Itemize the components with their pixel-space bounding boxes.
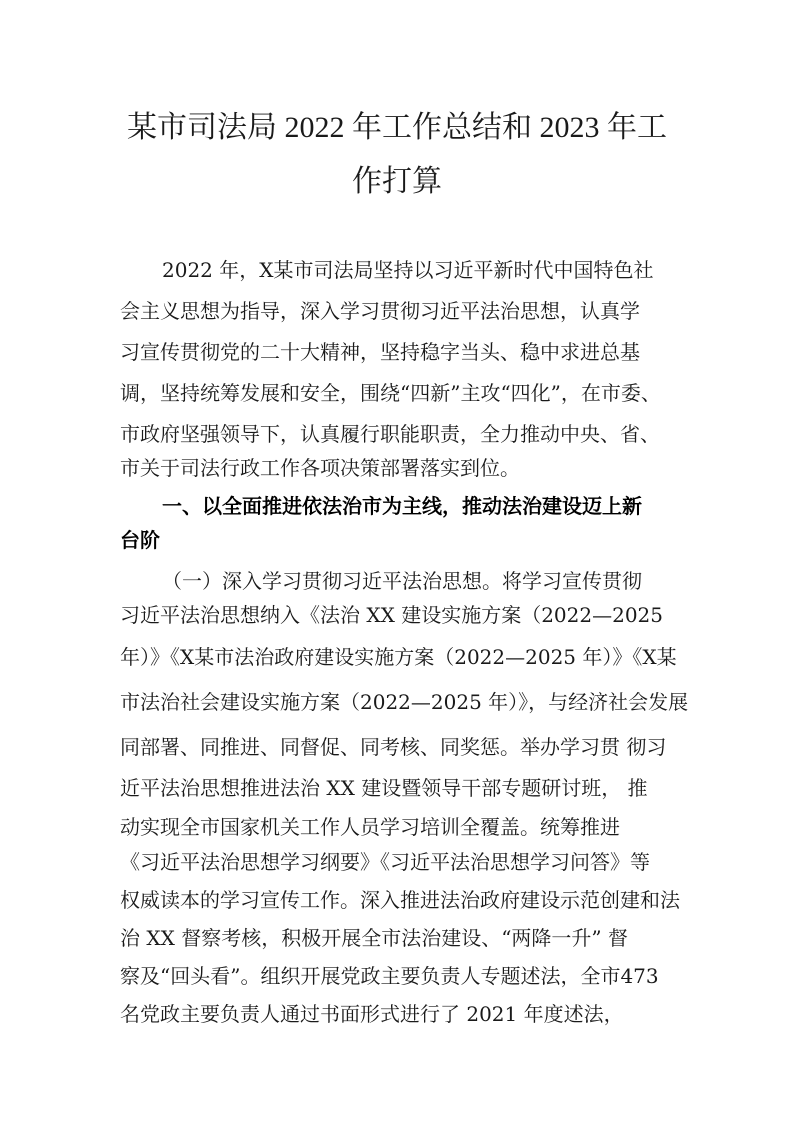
intro-paragraph-line: 会主义思想为指导，深入学习贯彻习近平法治思想，认真学: [120, 299, 640, 323]
intro-paragraph-line: 调，坚持统筹发展和安全，围绕“四新”主攻“四化”，在市委、: [120, 381, 661, 405]
subsection-1-line: 动实现全市国家机关工作人员学习培训全覆盖。统筹推进: [120, 815, 620, 839]
subsection-1-line: 察及“回头看”。组织开展党政主要负责人专题述法，全市473: [120, 964, 659, 988]
document-title-line-1: 某市司法局 2022 年工作总结和 2023 年工: [127, 111, 667, 144]
section-1-heading-line-2: 台阶: [120, 528, 160, 552]
subsection-1-line: 名党政主要负责人通过书面形式进行了 2021 年度述法，: [120, 1002, 624, 1026]
intro-paragraph-line: 市关于司法行政工作各项决策部署落实到位。: [120, 456, 520, 480]
intro-paragraph-line: 2022 年，X某市司法局坚持以习近平新时代中国特色社: [162, 258, 654, 282]
subsection-1-line: 同部署、同推进、同督促、同考核、同奖惩。举办学习贯 彻习: [120, 735, 667, 759]
document-title-line-2: 作打算: [352, 165, 442, 198]
intro-paragraph-line: 市政府坚强领导下，认真履行职能职责，全力推动中央、省、: [120, 422, 660, 446]
subsection-1-line: 治 XX 督察考核，积极开展全市法治建设、“两降一升” 督: [120, 926, 628, 950]
subsection-1-line: 权威读本的学习宣传工作。深入推进法治政府建设示范创建和法: [120, 888, 680, 912]
section-1-heading-line-1: 一、以全面推进依法治市为主线，推动法治建设迈上新: [162, 494, 642, 518]
subsection-1-line: 《习近平法治思想学习纲要》《习近平法治思想学习问答》等: [120, 850, 650, 874]
subsection-1-line: 习近平法治思想纳入《法治 XX 建设实施方案（2022—2025: [120, 603, 663, 627]
subsection-1-line: （一）深入学习贯彻习近平法治思想。将学习宣传贯彻: [162, 569, 642, 593]
subsection-1-line: 市法治社会建设实施方案（2022—2025 年）》，与经济社会发展: [120, 690, 689, 714]
intro-paragraph-line: 习宣传贯彻党的二十大精神，坚持稳字当头、稳中求进总基: [120, 340, 640, 364]
subsection-1-line: 年）》《X某市法治政府建设实施方案（2022—2025 年）》《X某: [120, 645, 677, 669]
subsection-1-line: 近平法治思想推进法治 XX 建设暨领导干部专题研讨班， 推: [120, 776, 648, 800]
